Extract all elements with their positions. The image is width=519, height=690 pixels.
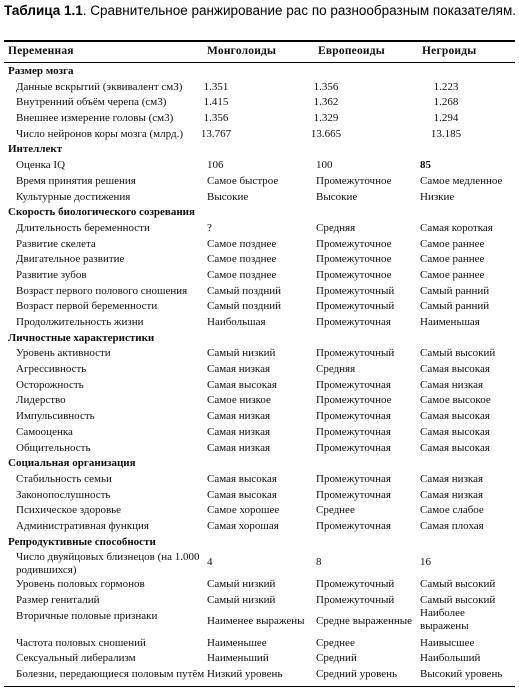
mongoloid-cell: Самое низкое xyxy=(207,394,271,407)
variable-cell: Административная функция xyxy=(16,519,149,532)
negroid-cell: Самый высокий xyxy=(420,594,496,606)
negroid-cell: Самая высокая xyxy=(420,425,490,438)
mongoloid-cell: Самая высокая xyxy=(207,378,277,391)
table-row xyxy=(0,441,519,457)
table-row xyxy=(0,158,519,174)
mongoloid-cell: Самое позднее xyxy=(207,253,277,266)
negroid-cell: Самое медленное xyxy=(420,174,503,187)
negroid-cell: Самое раннее xyxy=(420,253,485,266)
mongoloid-cell: Самое позднее xyxy=(207,268,277,281)
table-row xyxy=(0,95,519,111)
table-row xyxy=(0,503,519,519)
table-row xyxy=(0,221,519,237)
mongoloid-cell: Самый низкий xyxy=(207,578,276,591)
variable-cell: Лидерство xyxy=(16,394,66,407)
europeoid-cell: Промежуточная xyxy=(316,441,391,454)
section-header-row xyxy=(0,535,519,551)
europeoid-cell: Промежуточный xyxy=(316,284,395,297)
negroid-cell: 1.268 xyxy=(433,96,459,109)
negroid-cell: 16 xyxy=(420,556,431,569)
table-row xyxy=(0,127,519,143)
negroid-cell: Самый ранний xyxy=(420,300,490,313)
negroid-cell: Самый высокий xyxy=(420,347,496,360)
variable-cell: Данные вскрытий (эквивалент см3) xyxy=(16,80,183,93)
negroid-cell: Самое раннее xyxy=(420,268,485,281)
table-row xyxy=(0,393,519,409)
mongoloid-cell: Наименьшее xyxy=(207,636,267,649)
mongoloid-cell: ? xyxy=(207,221,212,234)
europeoid-cell: Средний уровень xyxy=(316,668,397,681)
europeoid-cell: Промежуточная xyxy=(316,410,391,423)
section-header-row xyxy=(0,331,519,347)
table-row xyxy=(0,111,519,127)
variable-cell: Внешнее измерение головы (см3) xyxy=(16,112,174,125)
negroid-cell: Наименьшая xyxy=(420,316,480,328)
table-row xyxy=(0,346,519,362)
mongoloid-cell: Самая высокая xyxy=(207,472,277,485)
mongoloid-cell: Наименее выражены xyxy=(207,614,305,627)
europeoid-cell: 1.362 xyxy=(313,96,339,109)
europeoid-cell: Промежуточное xyxy=(316,394,392,407)
negroid-cell: Самая высокая xyxy=(420,363,490,376)
negroid-cell: Наиболее выражены xyxy=(420,606,469,632)
variable-cell: Частота половых сношений xyxy=(16,636,146,649)
negroid-cell: Самая низкая xyxy=(420,488,484,501)
negroid-cell: Самая низкая xyxy=(420,378,484,391)
negroid-cell: Самая плохая xyxy=(420,519,484,532)
europeoid-cell: 100 xyxy=(316,159,333,172)
section-title: Социальная организация xyxy=(8,457,136,470)
variable-cell: Культурные достижения xyxy=(16,190,131,203)
section-title: Репродуктивные способности xyxy=(8,535,156,548)
europeoid-cell: 8 xyxy=(316,556,322,569)
variable-cell: Двигательное развитие xyxy=(16,253,125,266)
europeoid-cell: Высокие xyxy=(316,190,358,203)
section-header-row xyxy=(0,205,519,221)
header-mongoloids: Монголоиды xyxy=(207,45,277,57)
negroid-cell: Самое раннее xyxy=(420,237,485,250)
mongoloid-cell: Самая высокая xyxy=(207,488,277,501)
table-row xyxy=(0,284,519,300)
variable-cell: Внутренний объём черепа (см3) xyxy=(16,96,167,109)
negroid-cell: 85 xyxy=(420,159,431,172)
europeoid-cell: Промежуточная xyxy=(316,519,391,532)
table-row xyxy=(0,425,519,441)
table-body xyxy=(0,64,519,683)
section-header-row xyxy=(0,64,519,80)
table-row xyxy=(0,519,519,535)
variable-cell: Агрессивность xyxy=(16,363,87,376)
variable-cell: Психическое здоровье xyxy=(16,504,122,517)
table-row xyxy=(0,577,519,593)
table-row xyxy=(0,409,519,425)
variable-cell: Время принятия решения xyxy=(16,174,136,187)
europeoid-cell: Промежуточное xyxy=(316,174,392,187)
mongoloid-cell: Самый поздний xyxy=(207,300,281,313)
table-row xyxy=(0,378,519,394)
table-row xyxy=(0,80,519,96)
section-title: Интеллект xyxy=(8,143,63,156)
mongoloid-cell: Самая низкая xyxy=(207,425,271,438)
europeoid-cell: Промежуточный xyxy=(316,578,395,591)
section-title: Личностные характеристики xyxy=(8,331,155,344)
table-row xyxy=(0,651,519,667)
top-rule xyxy=(4,40,515,42)
variable-cell: Законопослушность xyxy=(16,488,111,501)
negroid-cell: Наивысшее xyxy=(420,636,475,649)
mongoloid-cell: 4 xyxy=(207,556,213,569)
table-row xyxy=(0,362,519,378)
negroid-cell: Самая короткая xyxy=(420,221,493,234)
europeoid-cell: Промежуточная xyxy=(316,316,391,328)
negroid-cell: Самая высокая xyxy=(420,441,490,454)
europeoid-cell: Среднее xyxy=(316,636,355,649)
variable-cell: Вторичные половые признаки xyxy=(16,609,158,622)
mongoloid-cell: Самая низкая xyxy=(207,363,271,376)
section-title: Размер мозга xyxy=(8,65,74,77)
variable-cell: Возраст первой беременности xyxy=(16,300,158,313)
mongoloid-cell: Самая низкая xyxy=(207,441,271,454)
variable-cell: Число нейронов коры мозга (млрд.) xyxy=(16,127,183,140)
section-header-row xyxy=(0,142,519,158)
europeoid-cell: Среднее xyxy=(316,504,355,517)
variable-cell: Продолжительность жизни xyxy=(16,316,144,328)
variable-cell: Болезни, передающиеся половым путём xyxy=(16,668,205,681)
negroid-cell: Самая низкая xyxy=(420,472,484,485)
europeoid-cell: Промежуточная xyxy=(316,472,391,485)
table-row xyxy=(0,667,519,683)
header-variable: Переменная xyxy=(8,45,74,57)
table-row xyxy=(0,237,519,253)
section-title: Скорость биологического созревания xyxy=(8,206,195,219)
table-row xyxy=(0,268,519,284)
mongoloid-cell: Самое позднее xyxy=(207,237,277,250)
table-row xyxy=(0,190,519,206)
europeoid-cell: Промежуточный xyxy=(316,300,395,313)
europeoid-cell: Промежуточный xyxy=(316,594,395,606)
mongoloid-cell: 106 xyxy=(207,159,224,172)
mongoloid-cell: 1.356 xyxy=(203,112,229,125)
mongoloid-cell: Наименьший xyxy=(207,652,269,665)
variable-cell: Осторожность xyxy=(16,378,84,391)
europeoid-cell: Промежуточная xyxy=(316,488,391,501)
europeoid-cell: 13.665 xyxy=(310,127,342,140)
table-caption xyxy=(4,2,516,19)
negroid-cell: Самый ранний xyxy=(420,284,490,297)
table-row xyxy=(0,315,519,331)
caption-label: Таблица 1.1 xyxy=(4,3,83,18)
negroid-cell: Низкие xyxy=(420,190,455,203)
variable-cell: Уровень половых гормонов xyxy=(16,578,145,591)
table-row xyxy=(0,606,519,636)
mongoloid-cell: 1.415 xyxy=(203,96,229,109)
header-rule xyxy=(4,62,515,63)
table-row xyxy=(0,472,519,488)
negroid-cell: 13.185 xyxy=(430,127,462,140)
variable-cell: Самооценка xyxy=(16,425,73,438)
mongoloid-cell: Самое быстрое xyxy=(207,174,279,187)
variable-cell: Число двуяйцовых близнецов (на 1.000 родившихся) xyxy=(16,551,200,577)
negroid-cell: 1.294 xyxy=(433,112,459,125)
variable-cell: Стабильность семьи xyxy=(16,472,112,485)
variable-cell: Импульсивность xyxy=(16,410,95,423)
negroid-cell: 1.223 xyxy=(433,80,459,93)
mongoloid-cell: Самая хорошая xyxy=(207,519,279,532)
bottom-rule xyxy=(4,686,515,687)
negroid-cell: Высокий уровень xyxy=(420,668,503,681)
mongoloid-cell: Самый низкий xyxy=(207,594,276,606)
europeoid-cell: 1.329 xyxy=(313,112,339,125)
europeoid-cell: Средняя xyxy=(316,221,356,234)
variable-cell: Возраст первого полового сношения xyxy=(16,284,188,297)
europeoid-cell: Промежуточное xyxy=(316,253,392,266)
europeoid-cell: Средняя xyxy=(316,363,356,376)
europeoid-cell: Средне выраженные xyxy=(316,614,413,627)
negroid-cell: Самое высокое xyxy=(420,394,491,407)
table-row xyxy=(0,252,519,268)
mongoloid-cell: Самый низкий xyxy=(207,347,276,360)
mongoloid-cell: Высокие xyxy=(207,190,249,203)
section-header-row xyxy=(0,456,519,472)
variable-cell: Оценка IQ xyxy=(16,159,66,172)
mongoloid-cell: Самое хорошее xyxy=(207,504,280,517)
mongoloid-cell: Самая низкая xyxy=(207,410,271,423)
variable-cell: Развитие зубов xyxy=(16,268,87,281)
table-row xyxy=(0,636,519,652)
negroid-cell: Наибольший xyxy=(420,652,481,665)
table-row xyxy=(0,550,519,577)
europeoid-cell: Промежуточное xyxy=(316,237,392,250)
table-row xyxy=(0,174,519,190)
caption-text: . Сравнительное ранжирование рас по разнообразным показателям. xyxy=(82,3,516,18)
negroid-cell: Самое слабое xyxy=(420,504,484,517)
variable-cell: Размер гениталий xyxy=(16,594,100,606)
mongoloid-cell: 1.351 xyxy=(203,80,229,93)
negroid-cell: Самый высокий xyxy=(420,578,496,591)
variable-cell: Уровень активности xyxy=(16,347,111,360)
variable-cell: Общительность xyxy=(16,441,91,454)
europeoid-cell: Промежуточное xyxy=(316,268,392,281)
europeoid-cell: Промежуточная xyxy=(316,378,391,391)
negroid-cell: Самая высокая xyxy=(420,410,490,423)
table-row xyxy=(0,488,519,504)
variable-cell: Длительность беременности xyxy=(16,221,150,234)
europeoid-cell: Промежуточная xyxy=(316,425,391,438)
europeoid-cell: Средний xyxy=(316,652,357,665)
mongoloid-cell: Самый поздний xyxy=(207,284,281,297)
mongoloid-cell: Низкий уровень xyxy=(207,668,283,681)
header-europeoids: Европеоиды xyxy=(318,45,385,57)
variable-cell: Сексуальный либерализм xyxy=(16,652,136,665)
europeoid-cell: Промежуточный xyxy=(316,347,395,360)
variable-cell: Развитие скелета xyxy=(16,237,96,250)
mongoloid-cell: Наибольшая xyxy=(207,316,266,328)
table-row xyxy=(0,299,519,315)
mongoloid-cell: 13.767 xyxy=(200,127,232,140)
europeoid-cell: 1.356 xyxy=(313,80,339,93)
header-negroids: Негроиды xyxy=(422,45,477,57)
